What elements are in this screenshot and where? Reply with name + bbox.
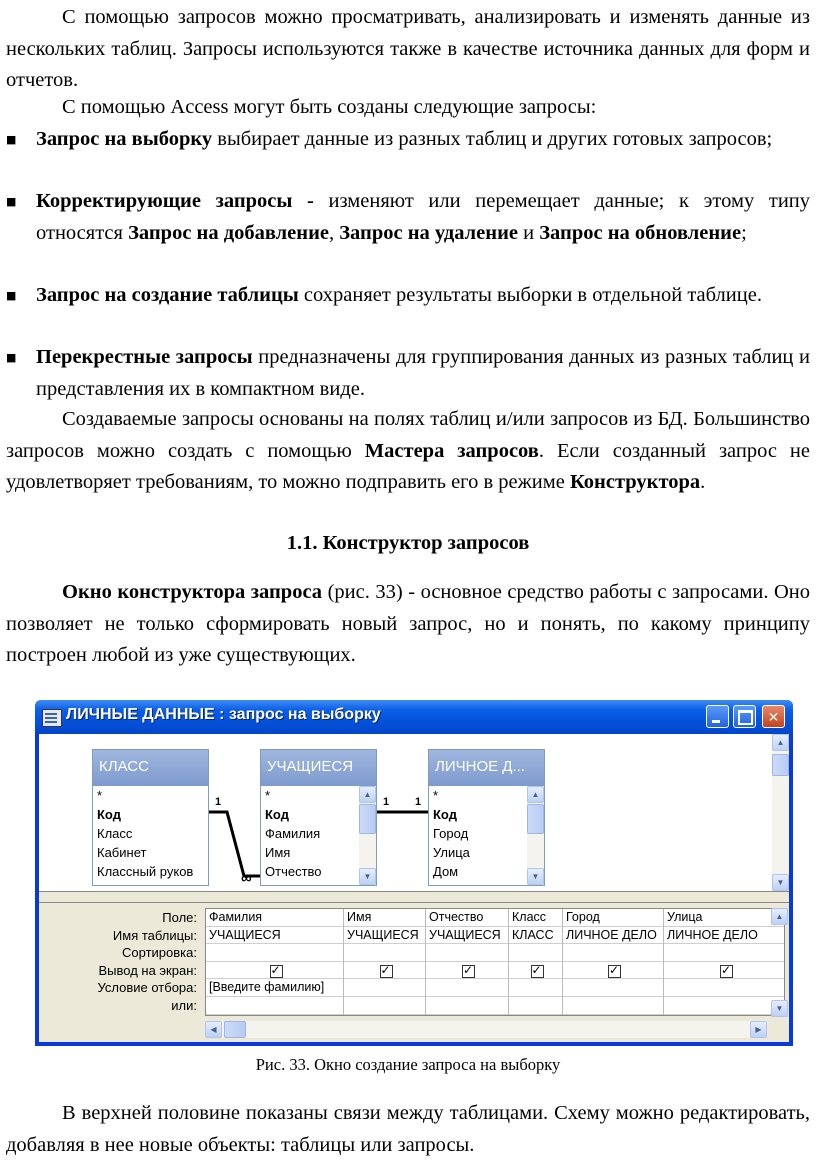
row-label-show: Вывод на экран:	[98, 962, 197, 978]
relation-many-label: ∞	[241, 870, 252, 887]
relation-one-label: 1	[383, 796, 390, 808]
relations-paragraph	[6, 1098, 810, 1161]
bullet-term-update: Запрос на обновление	[539, 221, 742, 244]
bullet-square-icon: ■	[6, 289, 17, 302]
wizard-paragraph	[6, 404, 810, 499]
bullet-term: Перекрестные запросы	[36, 346, 253, 368]
grid-sort-cell[interactable]	[344, 944, 425, 962]
intro-text: С помощью запросов можно просматривать, анализировать и изменять данные из нескольких таблиц. Запросы используются также в качестве источника данных для форм и отчетов.	[6, 6, 810, 91]
grid-criteria-cell[interactable]	[426, 979, 508, 997]
window-title: ЛИЧНЫЕ ДАННЫЕ : запрос на выборку	[66, 706, 381, 723]
title-bar[interactable]	[35, 700, 793, 734]
table-relations-pane[interactable]	[39, 734, 789, 891]
field-item[interactable]: Улица	[433, 845, 470, 860]
table-title[interactable]: КЛАСС	[93, 750, 208, 786]
query-designer-window	[35, 700, 793, 1046]
query-grid-pane	[39, 903, 789, 1042]
relations-pane-scrollbar[interactable]	[772, 734, 789, 891]
bullet-select-query	[6, 124, 810, 156]
bullet-text: сохраняет результаты выборки в отдельной таблице.	[298, 284, 762, 306]
scroll-right-icon[interactable]: ▶	[750, 1021, 767, 1038]
relationship-lines	[39, 734, 789, 891]
grid-column[interactable]	[206, 909, 344, 1016]
grid-column[interactable]	[563, 909, 664, 1016]
relation-one-label: 1	[215, 796, 222, 808]
grid-show-cell[interactable]	[509, 962, 562, 980]
bullet-term: Запрос на создание таблицы	[36, 284, 299, 306]
table-title[interactable]: УЧАЩИЕСЯ	[261, 750, 376, 786]
grid-or-cell[interactable]	[509, 997, 562, 1015]
row-label-criteria: Условие отбора:	[97, 980, 197, 996]
grid-table-cell[interactable]: УЧАЩИЕСЯ	[426, 927, 508, 945]
query-types-intro	[6, 92, 810, 124]
wizard-term: Мастера запросов	[364, 439, 539, 462]
relations-text: В верхней половине показаны связи между таблицами. Схему можно редактировать, добавляя в нее новые объекты: таблицы или запросы.	[6, 1102, 810, 1156]
query-icon	[42, 709, 62, 727]
bullet-text: изменяют или перемещает данные; к этому типу относятся	[36, 190, 811, 244]
maximize-button[interactable]	[733, 705, 756, 728]
grid-sort-cell[interactable]	[426, 944, 508, 962]
grid-show-cell[interactable]	[563, 962, 663, 980]
wizard-text: Создаваемые запросы основаны на полях таблиц и/или запросов из БД. Большинство запросов можно создать с помощью	[6, 408, 810, 462]
pane-splitter[interactable]	[39, 891, 789, 903]
query-types-intro-text: С помощью Access могут быть созданы следующие запросы:	[62, 96, 597, 118]
designer-window-term: Окно конструктора запроса	[62, 581, 323, 603]
grid-criteria-cell[interactable]: [Введите фамилию]	[206, 979, 343, 997]
grid-or-cell[interactable]	[206, 997, 343, 1015]
separator: .	[700, 471, 706, 493]
bullet-square-icon: ■	[6, 351, 17, 364]
bullet-action-queries	[6, 186, 810, 249]
grid-field-cell[interactable]: Улица	[664, 909, 785, 927]
field-item[interactable]: *	[97, 788, 103, 803]
grid-or-cell[interactable]	[664, 997, 785, 1015]
intro-paragraph	[6, 2, 810, 97]
table-title[interactable]: ЛИЧНОЕ Д...	[429, 750, 544, 786]
field-item[interactable]: Код	[97, 807, 121, 822]
field-item[interactable]: Класс	[97, 826, 133, 841]
grid-table-cell[interactable]: КЛАСС	[509, 927, 562, 945]
grid-criteria-cell[interactable]	[563, 979, 663, 997]
grid-show-cell[interactable]	[206, 962, 343, 980]
grid-criteria-cell[interactable]	[664, 979, 785, 997]
row-label-field: Поле:	[162, 910, 197, 925]
field-item[interactable]: *	[265, 788, 271, 803]
grid-sort-cell[interactable]	[664, 944, 785, 962]
scroll-down-icon[interactable]: ▼	[359, 868, 376, 885]
bullet-text: предназначены для группирования данных из разных таблиц и представления их в компактном виде.	[36, 346, 810, 400]
separator: ;	[741, 221, 747, 244]
field-item[interactable]: *	[433, 788, 439, 803]
scroll-up-icon[interactable]: ▲	[527, 786, 544, 803]
grid-criteria-cell[interactable]	[509, 979, 562, 997]
field-item[interactable]: Фамилия	[265, 826, 321, 841]
grid-table-cell[interactable]: УЧАЩИЕСЯ	[206, 927, 343, 945]
show-checkbox[interactable]	[462, 965, 475, 978]
bullet-make-table	[6, 280, 810, 312]
grid-criteria-cell[interactable]	[344, 979, 425, 997]
field-item[interactable]: Отчество	[265, 864, 322, 879]
separator: ,	[328, 221, 340, 244]
grid-column[interactable]	[344, 909, 426, 1016]
close-button[interactable]: ✕	[762, 705, 785, 728]
grid-sort-cell[interactable]	[509, 944, 562, 962]
show-checkbox[interactable]	[380, 965, 393, 978]
grid-show-cell[interactable]	[664, 962, 785, 980]
grid-sort-cell[interactable]	[206, 944, 343, 962]
scroll-left-icon[interactable]: ◀	[205, 1021, 222, 1038]
bullet-term: Запрос на выборку	[36, 128, 213, 150]
scroll-down-icon[interactable]: ▼	[772, 874, 789, 891]
relation-line-klass-uchashchiesya	[209, 812, 260, 876]
bullet-text: выбирает данные из разных таблиц и других готовых запросов;	[212, 128, 773, 150]
show-checkbox[interactable]	[608, 965, 621, 978]
show-checkbox[interactable]	[270, 965, 283, 978]
designer-text: (рис. 33) - основное средство работы с запросами. Оно позволяет не только сформировать новый запрос, но и понять, по какому принципу построен любой из уже существующих.	[6, 581, 811, 666]
bullet-term-delete: Запрос на удаление	[339, 221, 518, 244]
designer-term: Конструктора	[569, 471, 701, 493]
grid-field-cell[interactable]: Фамилия	[206, 909, 343, 927]
field-item[interactable]: Город	[433, 826, 469, 841]
figure-caption: Рис. 33. Окно создание запроса на выборку	[255, 1055, 561, 1074]
field-item[interactable]: Кабинет	[97, 845, 147, 860]
grid-or-cell[interactable]	[563, 997, 663, 1015]
grid-field-cell[interactable]: Имя	[344, 909, 425, 927]
scroll-down-icon[interactable]: ▼	[527, 868, 544, 885]
scroll-down-icon[interactable]: ▼	[771, 1000, 788, 1017]
bullet-term-append: Запрос на добавление	[128, 221, 329, 244]
grid-column[interactable]	[509, 909, 563, 1016]
grid-sort-cell[interactable]	[563, 944, 663, 962]
field-item[interactable]: Код	[265, 807, 289, 822]
minimize-button[interactable]	[706, 705, 729, 728]
field-item[interactable]: Дом	[433, 864, 459, 879]
grid-field-cell[interactable]: Отчество	[426, 909, 508, 927]
grid-row-labels	[39, 909, 201, 1015]
field-item[interactable]: Классный руков	[97, 864, 194, 879]
grid-or-cell[interactable]	[426, 997, 508, 1015]
bullet-square-icon: ■	[6, 133, 17, 146]
row-label-sort: Сортировка:	[122, 945, 197, 961]
scroll-up-icon[interactable]: ▲	[359, 786, 376, 803]
grid-table-cell[interactable]: ЛИЧНОЕ ДЕЛО	[664, 927, 785, 945]
grid-horizontal-scrollbar[interactable]	[205, 1021, 767, 1038]
grid-field-cell[interactable]: Город	[563, 909, 663, 927]
field-item[interactable]: Имя	[265, 845, 291, 860]
grid-show-cell[interactable]	[344, 962, 425, 980]
designer-paragraph	[6, 577, 810, 672]
show-checkbox[interactable]	[531, 965, 544, 978]
show-checkbox[interactable]	[720, 965, 733, 978]
grid-table-cell[interactable]: УЧАЩИЕСЯ	[344, 927, 425, 945]
bullet-square-icon: ■	[6, 195, 17, 208]
query-design-grid[interactable]	[205, 908, 785, 1016]
bullet-term: Корректирующие запросы -	[36, 190, 314, 212]
row-label-or: или:	[171, 997, 197, 1013]
section-heading: 1.1. Конструктор запросов	[286, 532, 530, 554]
scroll-thumb[interactable]	[772, 754, 789, 776]
bullet-crosstab	[6, 342, 810, 405]
grid-or-cell[interactable]	[344, 997, 425, 1015]
scroll-up-icon[interactable]: ▲	[772, 734, 789, 751]
grid-field-cell[interactable]: Класс	[509, 909, 562, 927]
grid-column[interactable]	[426, 909, 509, 1016]
field-item[interactable]: Код	[433, 807, 457, 822]
grid-column[interactable]	[664, 909, 785, 1016]
grid-show-cell[interactable]	[426, 962, 508, 980]
relation-one-label: 1	[415, 796, 422, 808]
scroll-thumb[interactable]	[224, 1021, 246, 1038]
grid-table-cell[interactable]: ЛИЧНОЕ ДЕЛО	[563, 927, 663, 945]
separator: и	[518, 221, 540, 244]
scroll-up-icon[interactable]: ▲	[771, 908, 788, 925]
wizard-text-2: . Если созданный запрос не удовлетворяет требованиям, то можно подправить его в режиме	[6, 439, 810, 493]
row-label-table: Имя таблицы:	[112, 927, 197, 943]
